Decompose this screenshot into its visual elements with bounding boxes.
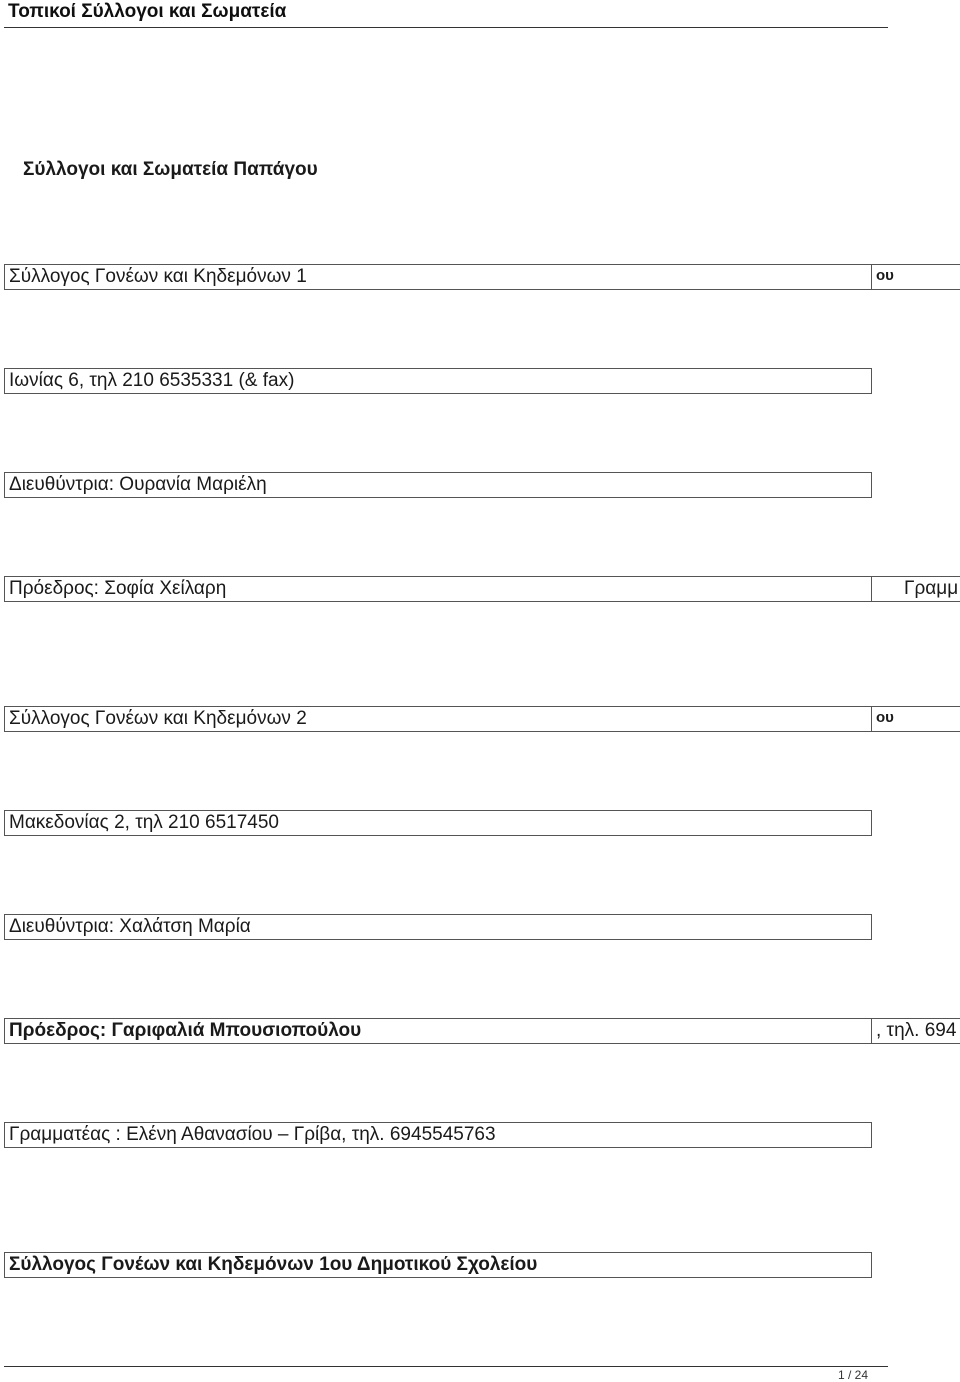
- row-text: Ιωνίας 6, τηλ 210 6535331 (& fax): [9, 370, 295, 391]
- side-cell: [872, 706, 960, 732]
- row-box: [4, 472, 872, 498]
- row-text: Πρόεδρος: Σοφία Χείλαρη: [9, 578, 227, 599]
- side-cell: [872, 1018, 960, 1044]
- side-text: ου: [876, 267, 894, 284]
- row-text: Σύλλογος Γονέων και Κηδεμόνων 2: [9, 708, 307, 729]
- row-text: Σύλλογος Γονέων και Κηδεμόνων 1: [9, 266, 307, 287]
- side-cell: [872, 576, 960, 602]
- row-box: [4, 1018, 872, 1044]
- side-cell: [872, 264, 960, 290]
- row-text: Σύλλογος Γονέων και Κηδεμόνων 1ου Δημοτικού Σχολείου: [9, 1254, 538, 1275]
- row-box: [4, 810, 872, 836]
- page-counter: 1 / 24: [838, 1368, 869, 1382]
- row-box: [4, 576, 872, 602]
- row-text: Διευθύντρια: Ουρανία Μαριέλη: [9, 474, 267, 495]
- side-text: , τηλ. 694: [876, 1020, 957, 1041]
- header-divider: [4, 27, 888, 28]
- row-box: [4, 264, 872, 290]
- footer-divider: [4, 1366, 888, 1367]
- row-box: [4, 1122, 872, 1148]
- row-box: [4, 368, 872, 394]
- row-text: Γραμματέας : Ελένη Αθανασίου – Γρίβα, τηλ. 6945545763: [9, 1124, 496, 1145]
- section-title: Σύλλογοι και Σωματεία Παπάγου: [23, 159, 318, 180]
- row-box: [4, 706, 872, 732]
- row-box: [4, 1252, 872, 1278]
- row-text: Μακεδονίας 2, τηλ 210 6517450: [9, 812, 279, 833]
- page-header-title: Τοπικοί Σύλλογοι και Σωματεία: [8, 1, 287, 22]
- side-text: ου: [876, 709, 894, 726]
- row-box: [4, 914, 872, 940]
- row-text: Διευθύντρια: Χαλάτση Μαρία: [9, 916, 251, 937]
- row-text: Πρόεδρος: Γαριφαλιά Μπουσιοπούλου: [9, 1020, 362, 1041]
- side-text: Γραμμ: [904, 578, 959, 599]
